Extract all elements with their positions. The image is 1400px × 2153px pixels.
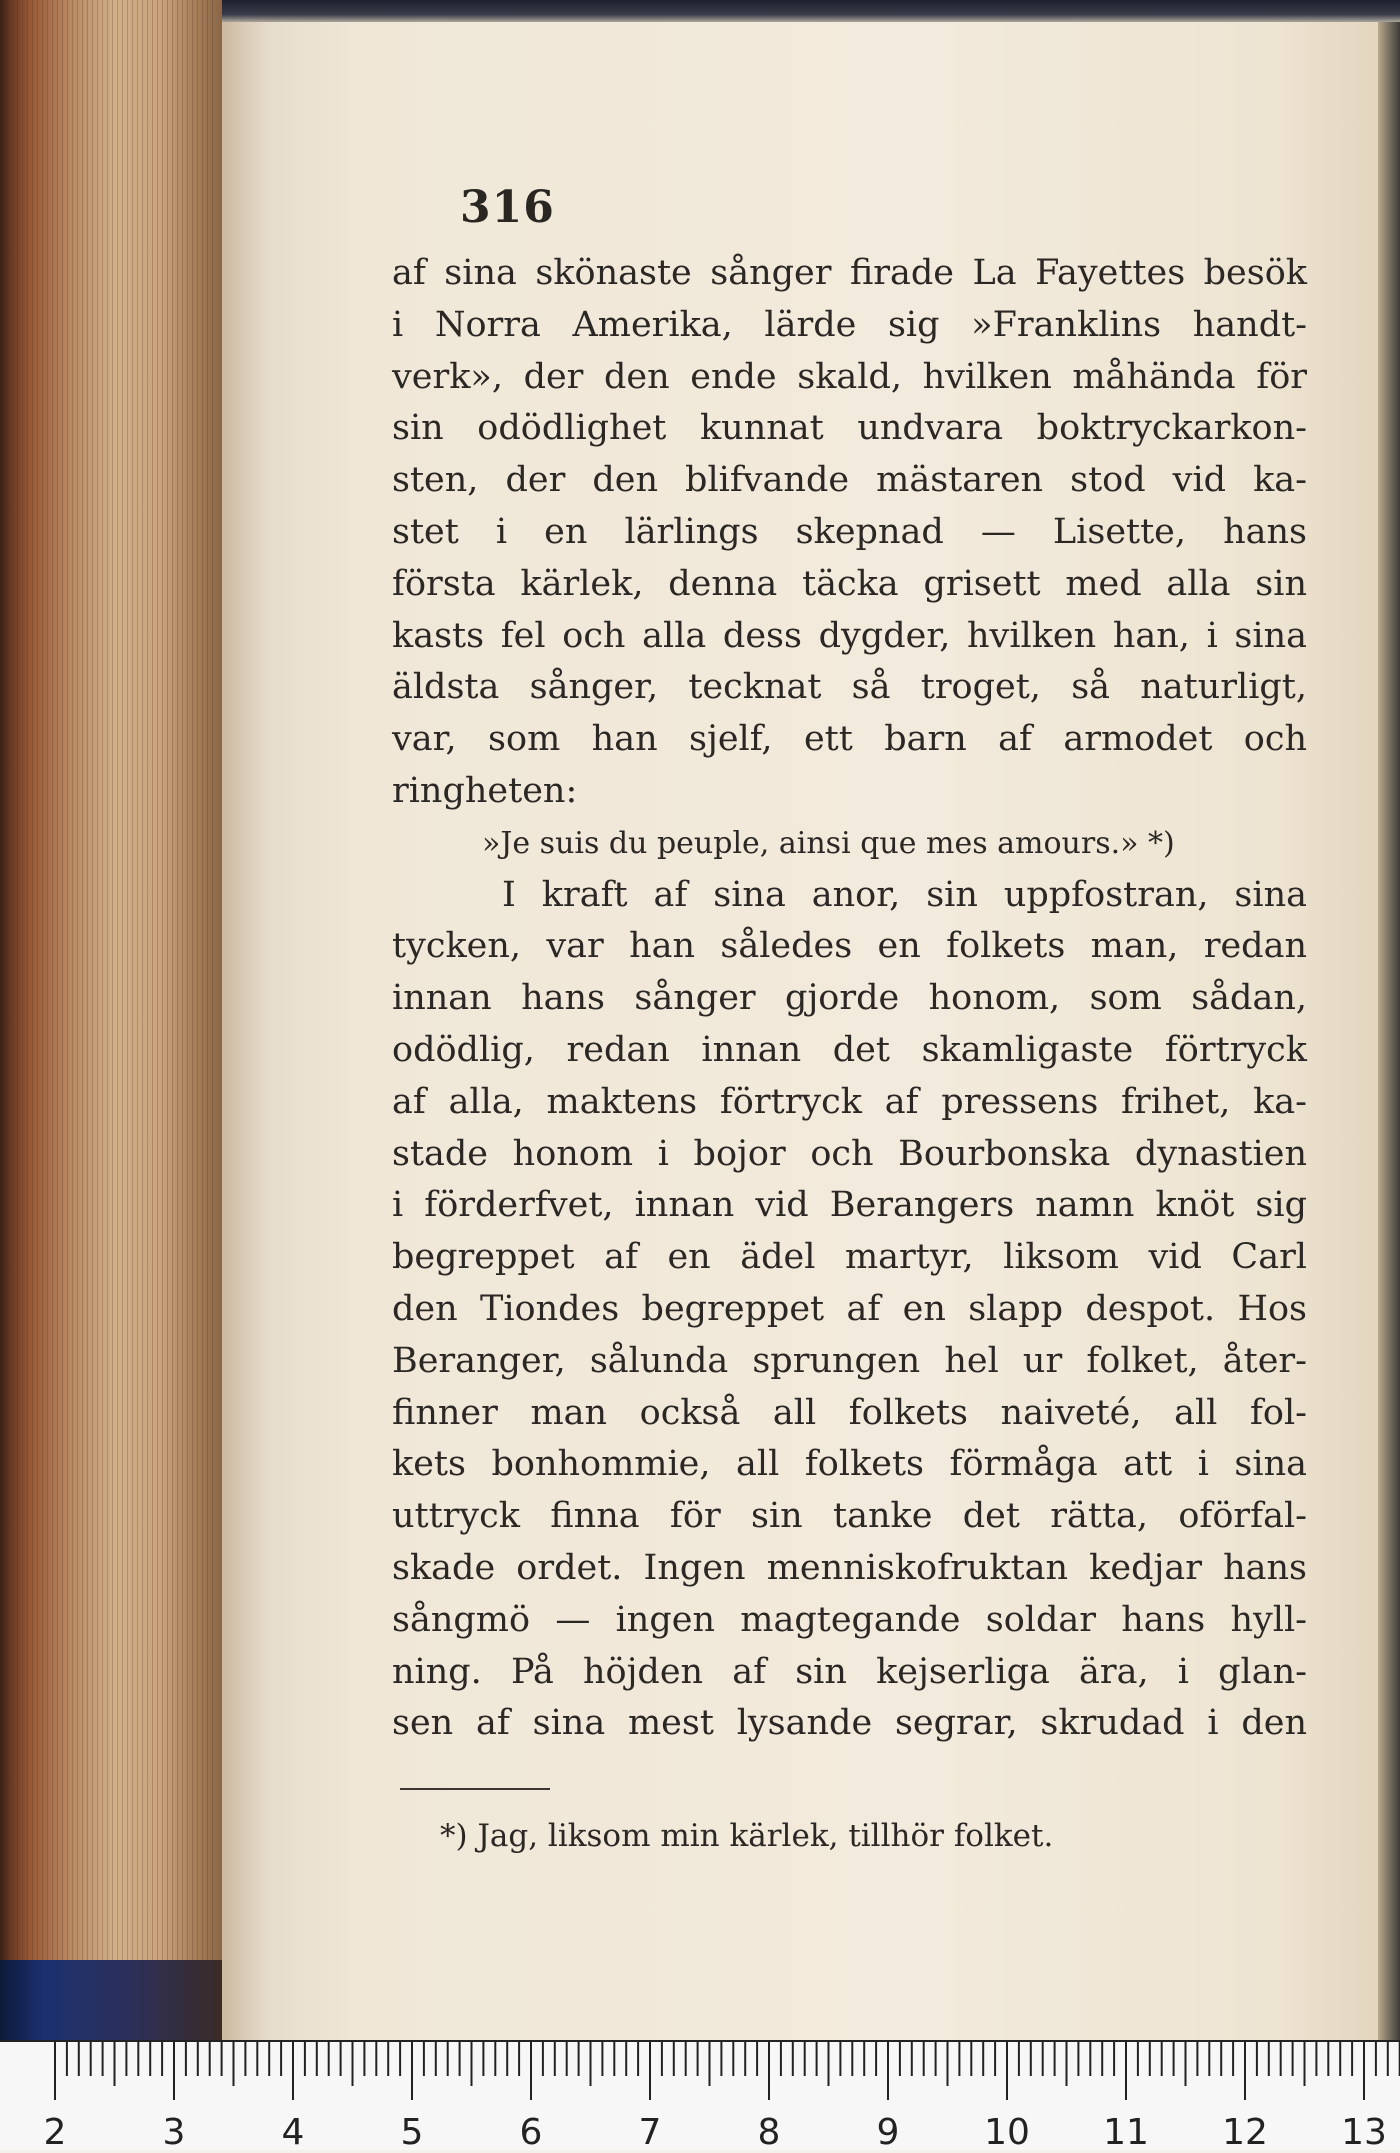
text-line: ringheten: bbox=[392, 770, 578, 811]
footnote: *) Jag, liksom min kärlek, tillhör folket. bbox=[440, 1818, 1054, 1854]
ruler-label: 12 bbox=[1222, 2112, 1268, 2153]
ruler-label: 4 bbox=[281, 2112, 305, 2153]
text-line: stet i en lärlings skepnad — Lisette, hans bbox=[392, 511, 1307, 552]
page-right-shadow bbox=[1378, 22, 1400, 2040]
text-line: finner man också all folkets naiveté, all fol- bbox=[392, 1392, 1307, 1433]
measurement-ruler bbox=[0, 2040, 1400, 2150]
text-line: kasts fel och alla dess dygder, hvilken han, i sina bbox=[392, 615, 1307, 656]
text-line: skade ordet. Ingen menniskofruktan kedjar hans bbox=[392, 1547, 1307, 1588]
ruler-label: 8 bbox=[757, 2112, 781, 2153]
text-line: äldsta sånger, tecknat så troget, så naturligt, bbox=[392, 667, 1307, 708]
text-line: ning. På höjden af sin kejserliga ära, i glan- bbox=[392, 1651, 1307, 1692]
text-line: odödlig, redan innan det skamligaste förtryck bbox=[392, 1029, 1307, 1070]
ruler-label: 3 bbox=[162, 2112, 186, 2153]
ruler-label: 5 bbox=[400, 2112, 424, 2153]
quote-line: »Je suis du peuple, ainsi que mes amours.» *) bbox=[482, 825, 1175, 861]
text-line: kets bonhommie, all folkets förmåga att i sina bbox=[392, 1444, 1307, 1485]
text-line: i Norra Amerika, lärde sig »Franklins handt- bbox=[392, 304, 1307, 345]
text-line: Beranger, sålunda sprungen hel ur folket, åter- bbox=[392, 1340, 1307, 1381]
ruler-label: 13 bbox=[1341, 2112, 1387, 2153]
text-line: i förderfvet, innan vid Berangers namn knöt sig bbox=[392, 1185, 1307, 1226]
text-line: stade honom i bojor och Bourbonska dynastien bbox=[392, 1133, 1307, 1174]
text-line: begreppet af en ädel martyr, liksom vid Carl bbox=[392, 1237, 1307, 1278]
ruler-label: 11 bbox=[1103, 2112, 1149, 2153]
text-line: I kraft af sina anor, sin uppfostran, sina bbox=[502, 874, 1307, 915]
body-text bbox=[392, 248, 1307, 1750]
ruler-ticks bbox=[0, 2042, 1400, 2102]
page-edge-lines bbox=[12, 0, 217, 2040]
text-line: sen af sina mest lysande segrar, skrudad i den bbox=[392, 1703, 1307, 1744]
footnote-rule bbox=[400, 1788, 550, 1790]
text-line: uttryck finna för sin tanke det rätta, oförfal- bbox=[392, 1496, 1307, 1537]
text-line: af sina skönaste sånger firade La Fayettes besök bbox=[392, 253, 1307, 293]
text-line: tycken, var han således en folkets man, redan bbox=[392, 926, 1307, 967]
ruler-label: 9 bbox=[876, 2112, 900, 2153]
book-cover-edge bbox=[0, 1960, 222, 2040]
page-number: 316 bbox=[460, 182, 555, 233]
ruler-label: 6 bbox=[519, 2112, 543, 2153]
text-line: sin odödlighet kunnat undvara boktryckarkon- bbox=[392, 408, 1307, 449]
ruler-label: 2 bbox=[43, 2112, 67, 2153]
text-line: sångmö — ingen magtegande soldar hans hyll- bbox=[392, 1599, 1307, 1640]
text-line: den Tiondes begreppet af en slapp despot. Hos bbox=[392, 1288, 1307, 1329]
text-line: sten, der den blifvande mästaren stod vid ka- bbox=[392, 460, 1307, 501]
text-line: innan hans sånger gjorde honom, som sådan, bbox=[392, 978, 1307, 1019]
text-line: af alla, maktens förtryck af pressens frihet, ka- bbox=[392, 1081, 1307, 1122]
text-line: första kärlek, denna täcka grisett med alla sin bbox=[392, 563, 1307, 604]
text-line: var, som han sjelf, ett barn af armodet och bbox=[392, 719, 1307, 760]
ruler-label: 7 bbox=[638, 2112, 662, 2153]
ruler-label: 10 bbox=[984, 2112, 1030, 2153]
text-line: verk», der den ende skald, hvilken måhända för bbox=[392, 356, 1307, 397]
